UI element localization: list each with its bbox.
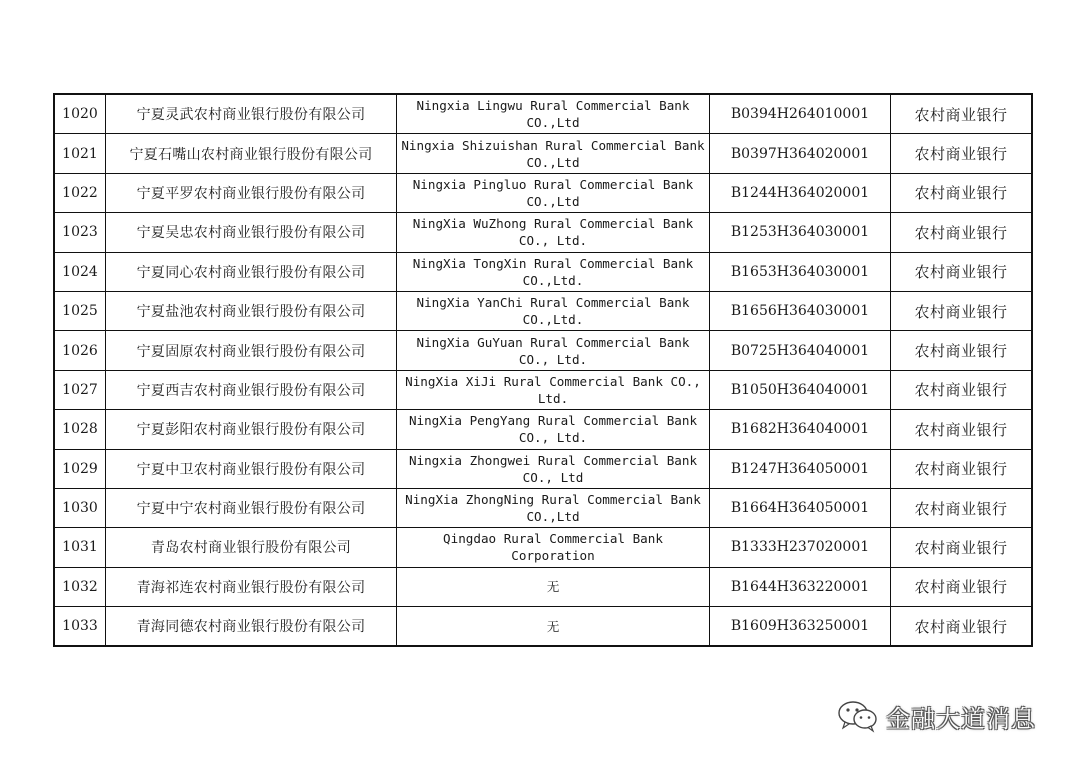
bank-chinese-name: 宁夏平罗农村商业银行股份有限公司 bbox=[106, 173, 397, 212]
table-row bbox=[54, 449, 1032, 488]
table-row bbox=[54, 252, 1032, 291]
english-name-line: CO.,Ltd. bbox=[522, 312, 584, 328]
english-name-line: 无 bbox=[546, 579, 560, 595]
bank-english-name bbox=[397, 370, 710, 409]
watermark bbox=[836, 698, 1036, 734]
institution-code: B1682H364040001 bbox=[710, 410, 891, 449]
bank-english-name bbox=[397, 449, 710, 488]
institution-type: 农村商业银行 bbox=[891, 449, 1033, 488]
row-number: 1030 bbox=[54, 488, 106, 527]
institution-type: 农村商业银行 bbox=[891, 410, 1033, 449]
bank-chinese-name: 宁夏盐池农村商业银行股份有限公司 bbox=[106, 291, 397, 330]
english-name-line: NingXia TongXin Rural Commercial Bank bbox=[412, 255, 694, 271]
institution-type: 农村商业银行 bbox=[891, 331, 1033, 370]
row-number: 1031 bbox=[54, 528, 106, 567]
bank-chinese-name: 宁夏吴忠农村商业银行股份有限公司 bbox=[106, 213, 397, 252]
bank-english-name bbox=[397, 213, 710, 252]
bank-chinese-name: 青岛农村商业银行股份有限公司 bbox=[106, 528, 397, 567]
institution-type: 农村商业银行 bbox=[891, 134, 1033, 173]
table-row bbox=[54, 370, 1032, 409]
institution-code: B1247H364050001 bbox=[710, 449, 891, 488]
table-row bbox=[54, 134, 1032, 173]
institution-type: 农村商业银行 bbox=[891, 488, 1033, 527]
institution-type: 农村商业银行 bbox=[891, 291, 1033, 330]
bank-list-table bbox=[53, 93, 1033, 647]
english-name-line: NingXia ZhongNing Rural Commercial Bank bbox=[405, 492, 701, 508]
bank-chinese-name: 青海同德农村商业银行股份有限公司 bbox=[106, 607, 397, 647]
table-row bbox=[54, 607, 1032, 647]
english-name-line: CO.,Ltd bbox=[526, 193, 580, 209]
table-row bbox=[54, 331, 1032, 370]
bank-english-name bbox=[397, 607, 710, 647]
bank-english-name bbox=[397, 291, 710, 330]
table-row bbox=[54, 528, 1032, 567]
bank-english-name bbox=[397, 252, 710, 291]
institution-code: B1253H364030001 bbox=[710, 213, 891, 252]
institution-type: 农村商业银行 bbox=[891, 567, 1033, 606]
row-number: 1032 bbox=[54, 567, 106, 606]
row-number: 1033 bbox=[54, 607, 106, 647]
table-row bbox=[54, 213, 1032, 252]
institution-type: 农村商业银行 bbox=[891, 252, 1033, 291]
institution-code: B1609H363250001 bbox=[710, 607, 891, 647]
english-name-line: NingXia YanChi Rural Commercial Bank bbox=[416, 295, 690, 311]
english-name-line: Corporation bbox=[511, 548, 595, 564]
english-name-line: Qingdao Rural Commercial Bank bbox=[443, 531, 663, 547]
table-row bbox=[54, 291, 1032, 330]
institution-code: B1644H363220001 bbox=[710, 567, 891, 606]
english-name-line: CO.,Ltd bbox=[526, 154, 580, 170]
english-name-line: 无 bbox=[546, 618, 560, 634]
english-name-line: CO., Ltd. bbox=[518, 430, 588, 446]
row-number: 1028 bbox=[54, 410, 106, 449]
bank-english-name bbox=[397, 528, 710, 567]
english-name-line: CO.,Ltd. bbox=[522, 272, 584, 288]
institution-type: 农村商业银行 bbox=[891, 173, 1033, 212]
row-number: 1020 bbox=[54, 94, 106, 134]
bank-list-body bbox=[54, 94, 1032, 646]
bank-chinese-name: 宁夏西吉农村商业银行股份有限公司 bbox=[106, 370, 397, 409]
bank-chinese-name: 宁夏中宁农村商业银行股份有限公司 bbox=[106, 488, 397, 527]
row-number: 1025 bbox=[54, 291, 106, 330]
table-row bbox=[54, 488, 1032, 527]
english-name-line: Ningxia Zhongwei Rural Commercial Bank bbox=[408, 452, 698, 468]
institution-code: B1653H364030001 bbox=[710, 252, 891, 291]
watermark-text: 金融大道消息 bbox=[886, 704, 1036, 733]
institution-code: B1664H364050001 bbox=[710, 488, 891, 527]
english-name-line: Ltd. bbox=[537, 390, 569, 406]
bank-chinese-name: 宁夏固原农村商业银行股份有限公司 bbox=[106, 331, 397, 370]
institution-code: B1244H364020001 bbox=[710, 173, 891, 212]
bank-chinese-name: 宁夏石嘴山农村商业银行股份有限公司 bbox=[106, 134, 397, 173]
institution-code: B0394H264010001 bbox=[710, 94, 891, 134]
bank-english-name bbox=[397, 173, 710, 212]
institution-type: 农村商业银行 bbox=[891, 528, 1033, 567]
bank-english-name bbox=[397, 567, 710, 606]
bank-chinese-name: 宁夏灵武农村商业银行股份有限公司 bbox=[106, 94, 397, 134]
english-name-line: NingXia GuYuan Rural Commercial Bank bbox=[416, 334, 690, 350]
table-row bbox=[54, 94, 1032, 134]
table-row bbox=[54, 173, 1032, 212]
english-name-line: Ningxia Pingluo Rural Commercial Bank bbox=[412, 176, 694, 192]
table-row bbox=[54, 410, 1032, 449]
bank-english-name bbox=[397, 94, 710, 134]
bank-english-name bbox=[397, 488, 710, 527]
english-name-line: CO.,Ltd bbox=[526, 509, 580, 525]
english-name-line: NingXia PengYang Rural Commercial Bank bbox=[408, 413, 698, 429]
row-number: 1027 bbox=[54, 370, 106, 409]
bank-english-name bbox=[397, 331, 710, 370]
english-name-line: NingXia WuZhong Rural Commercial Bank bbox=[412, 216, 694, 232]
bank-english-name bbox=[397, 410, 710, 449]
english-name-line: CO., Ltd. bbox=[518, 351, 588, 367]
row-number: 1026 bbox=[54, 331, 106, 370]
table-row bbox=[54, 567, 1032, 606]
row-number: 1021 bbox=[54, 134, 106, 173]
institution-type: 农村商业银行 bbox=[891, 607, 1033, 647]
institution-code: B1333H237020001 bbox=[710, 528, 891, 567]
institution-code: B0397H364020001 bbox=[710, 134, 891, 173]
institution-code: B0725H364040001 bbox=[710, 331, 891, 370]
row-number: 1024 bbox=[54, 252, 106, 291]
row-number: 1023 bbox=[54, 213, 106, 252]
bank-chinese-name: 宁夏彭阳农村商业银行股份有限公司 bbox=[106, 410, 397, 449]
row-number: 1022 bbox=[54, 173, 106, 212]
institution-type: 农村商业银行 bbox=[891, 370, 1033, 409]
english-name-line: CO., Ltd. bbox=[518, 233, 588, 249]
institution-type: 农村商业银行 bbox=[891, 94, 1033, 134]
english-name-line: CO.,Ltd bbox=[526, 115, 580, 131]
english-name-line: NingXia XiJi Rural Commercial Bank CO., bbox=[405, 373, 701, 389]
bank-chinese-name: 宁夏同心农村商业银行股份有限公司 bbox=[106, 252, 397, 291]
english-name-line: Ningxia Lingwu Rural Commercial Bank bbox=[416, 98, 690, 114]
wechat-icon bbox=[836, 699, 880, 733]
english-name-line: Ningxia Shizuishan Rural Commercial Bank bbox=[401, 137, 705, 153]
row-number: 1029 bbox=[54, 449, 106, 488]
bank-chinese-name: 青海祁连农村商业银行股份有限公司 bbox=[106, 567, 397, 606]
institution-code: B1050H364040001 bbox=[710, 370, 891, 409]
bank-chinese-name: 宁夏中卫农村商业银行股份有限公司 bbox=[106, 449, 397, 488]
bank-english-name bbox=[397, 134, 710, 173]
english-name-line: CO., Ltd bbox=[522, 469, 584, 485]
institution-type: 农村商业银行 bbox=[891, 213, 1033, 252]
institution-code: B1656H364030001 bbox=[710, 291, 891, 330]
